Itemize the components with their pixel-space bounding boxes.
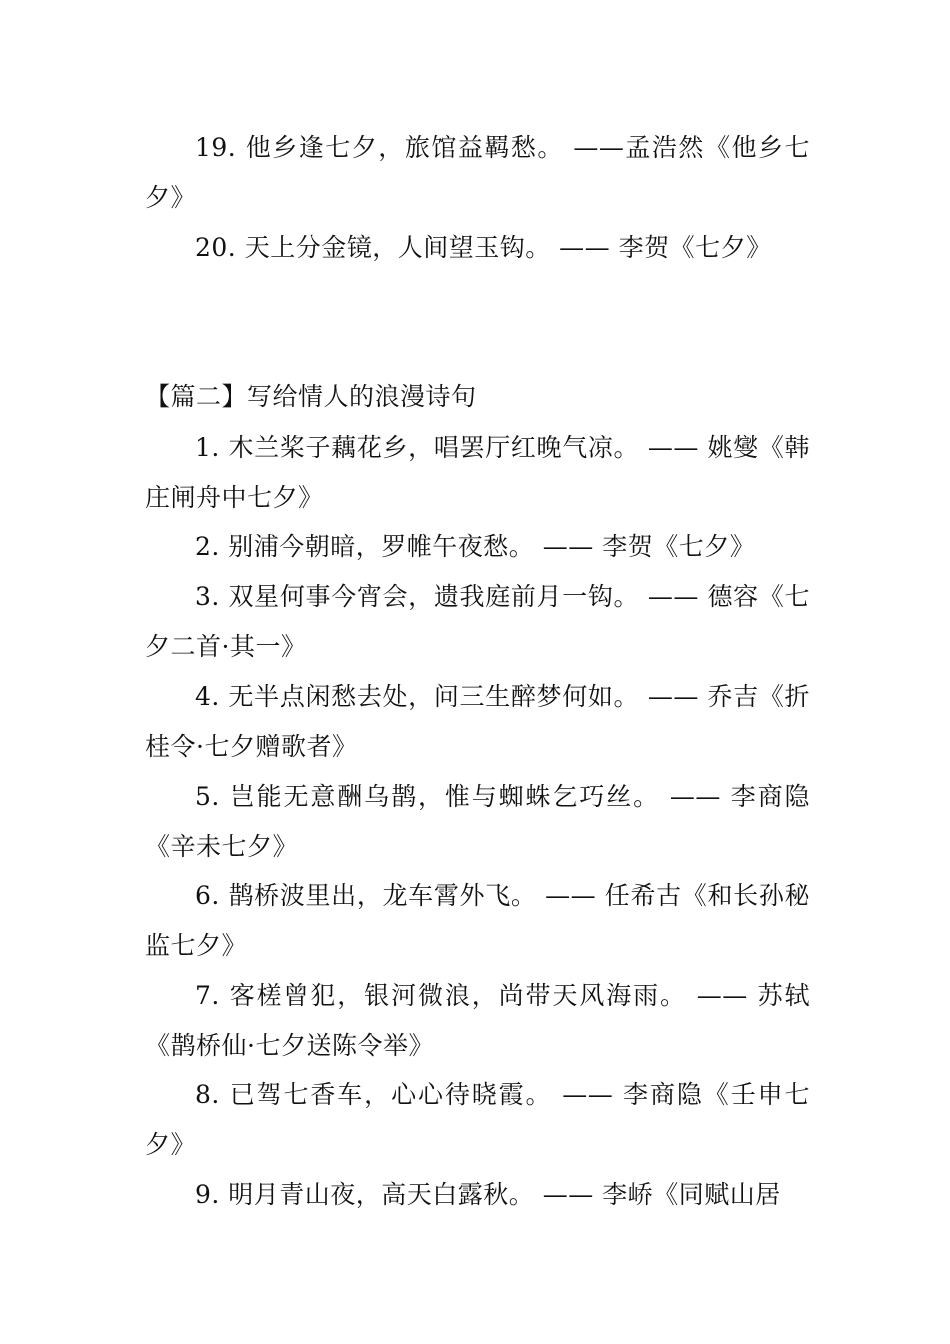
poem-line-9: 9. 明月青山夜，高天白露秋。 —— 李峤《同赋山居 (195, 1180, 781, 1209)
poem-line-19: 19. 他乡逢七夕，旅馆益羁愁。 ——孟浩然《他乡七夕》 (145, 133, 810, 212)
poem-line-1: 1. 木兰桨子藕花乡，唱罢厅红晚气凉。 —— 姚燮《韩庄闸舟中七夕》 (145, 433, 810, 512)
poem-line-3: 3. 双星何事今宵会，遗我庭前月一钩。 —— 德容《七夕二首·其一》 (145, 582, 810, 661)
poem-line-2: 2. 别浦今朝暗，罗帷午夜愁。 —— 李贺《七夕》 (195, 532, 756, 561)
poem-line-8: 8. 已驾七香车，心心待晓霞。 —— 李商隐《壬申七夕》 (145, 1080, 810, 1159)
poem-line-20: 20. 天上分金镜，人间望玉钩。 —— 李贺《七夕》 (195, 233, 772, 262)
poem-line-6: 6. 鹊桥波里出，龙车霄外飞。 —— 任希古《和长孙秘监七夕》 (145, 881, 810, 960)
poem-line-4: 4. 无半点闲愁去处，问三生醉梦何如。 —— 乔吉《折桂令·七夕赠歌者》 (145, 682, 810, 761)
section-heading: 【篇二】写给情人的浪漫诗句 (145, 382, 477, 411)
poem-line-7: 7. 客槎曾犯，银河微浪，尚带天风海雨。 —— 苏轼《鹊桥仙·七夕送陈令举》 (145, 981, 810, 1060)
poem-line-5: 5. 岂能无意酬乌鹊，惟与蜘蛛乞巧丝。 —— 李商隐《辛未七夕》 (145, 782, 810, 861)
